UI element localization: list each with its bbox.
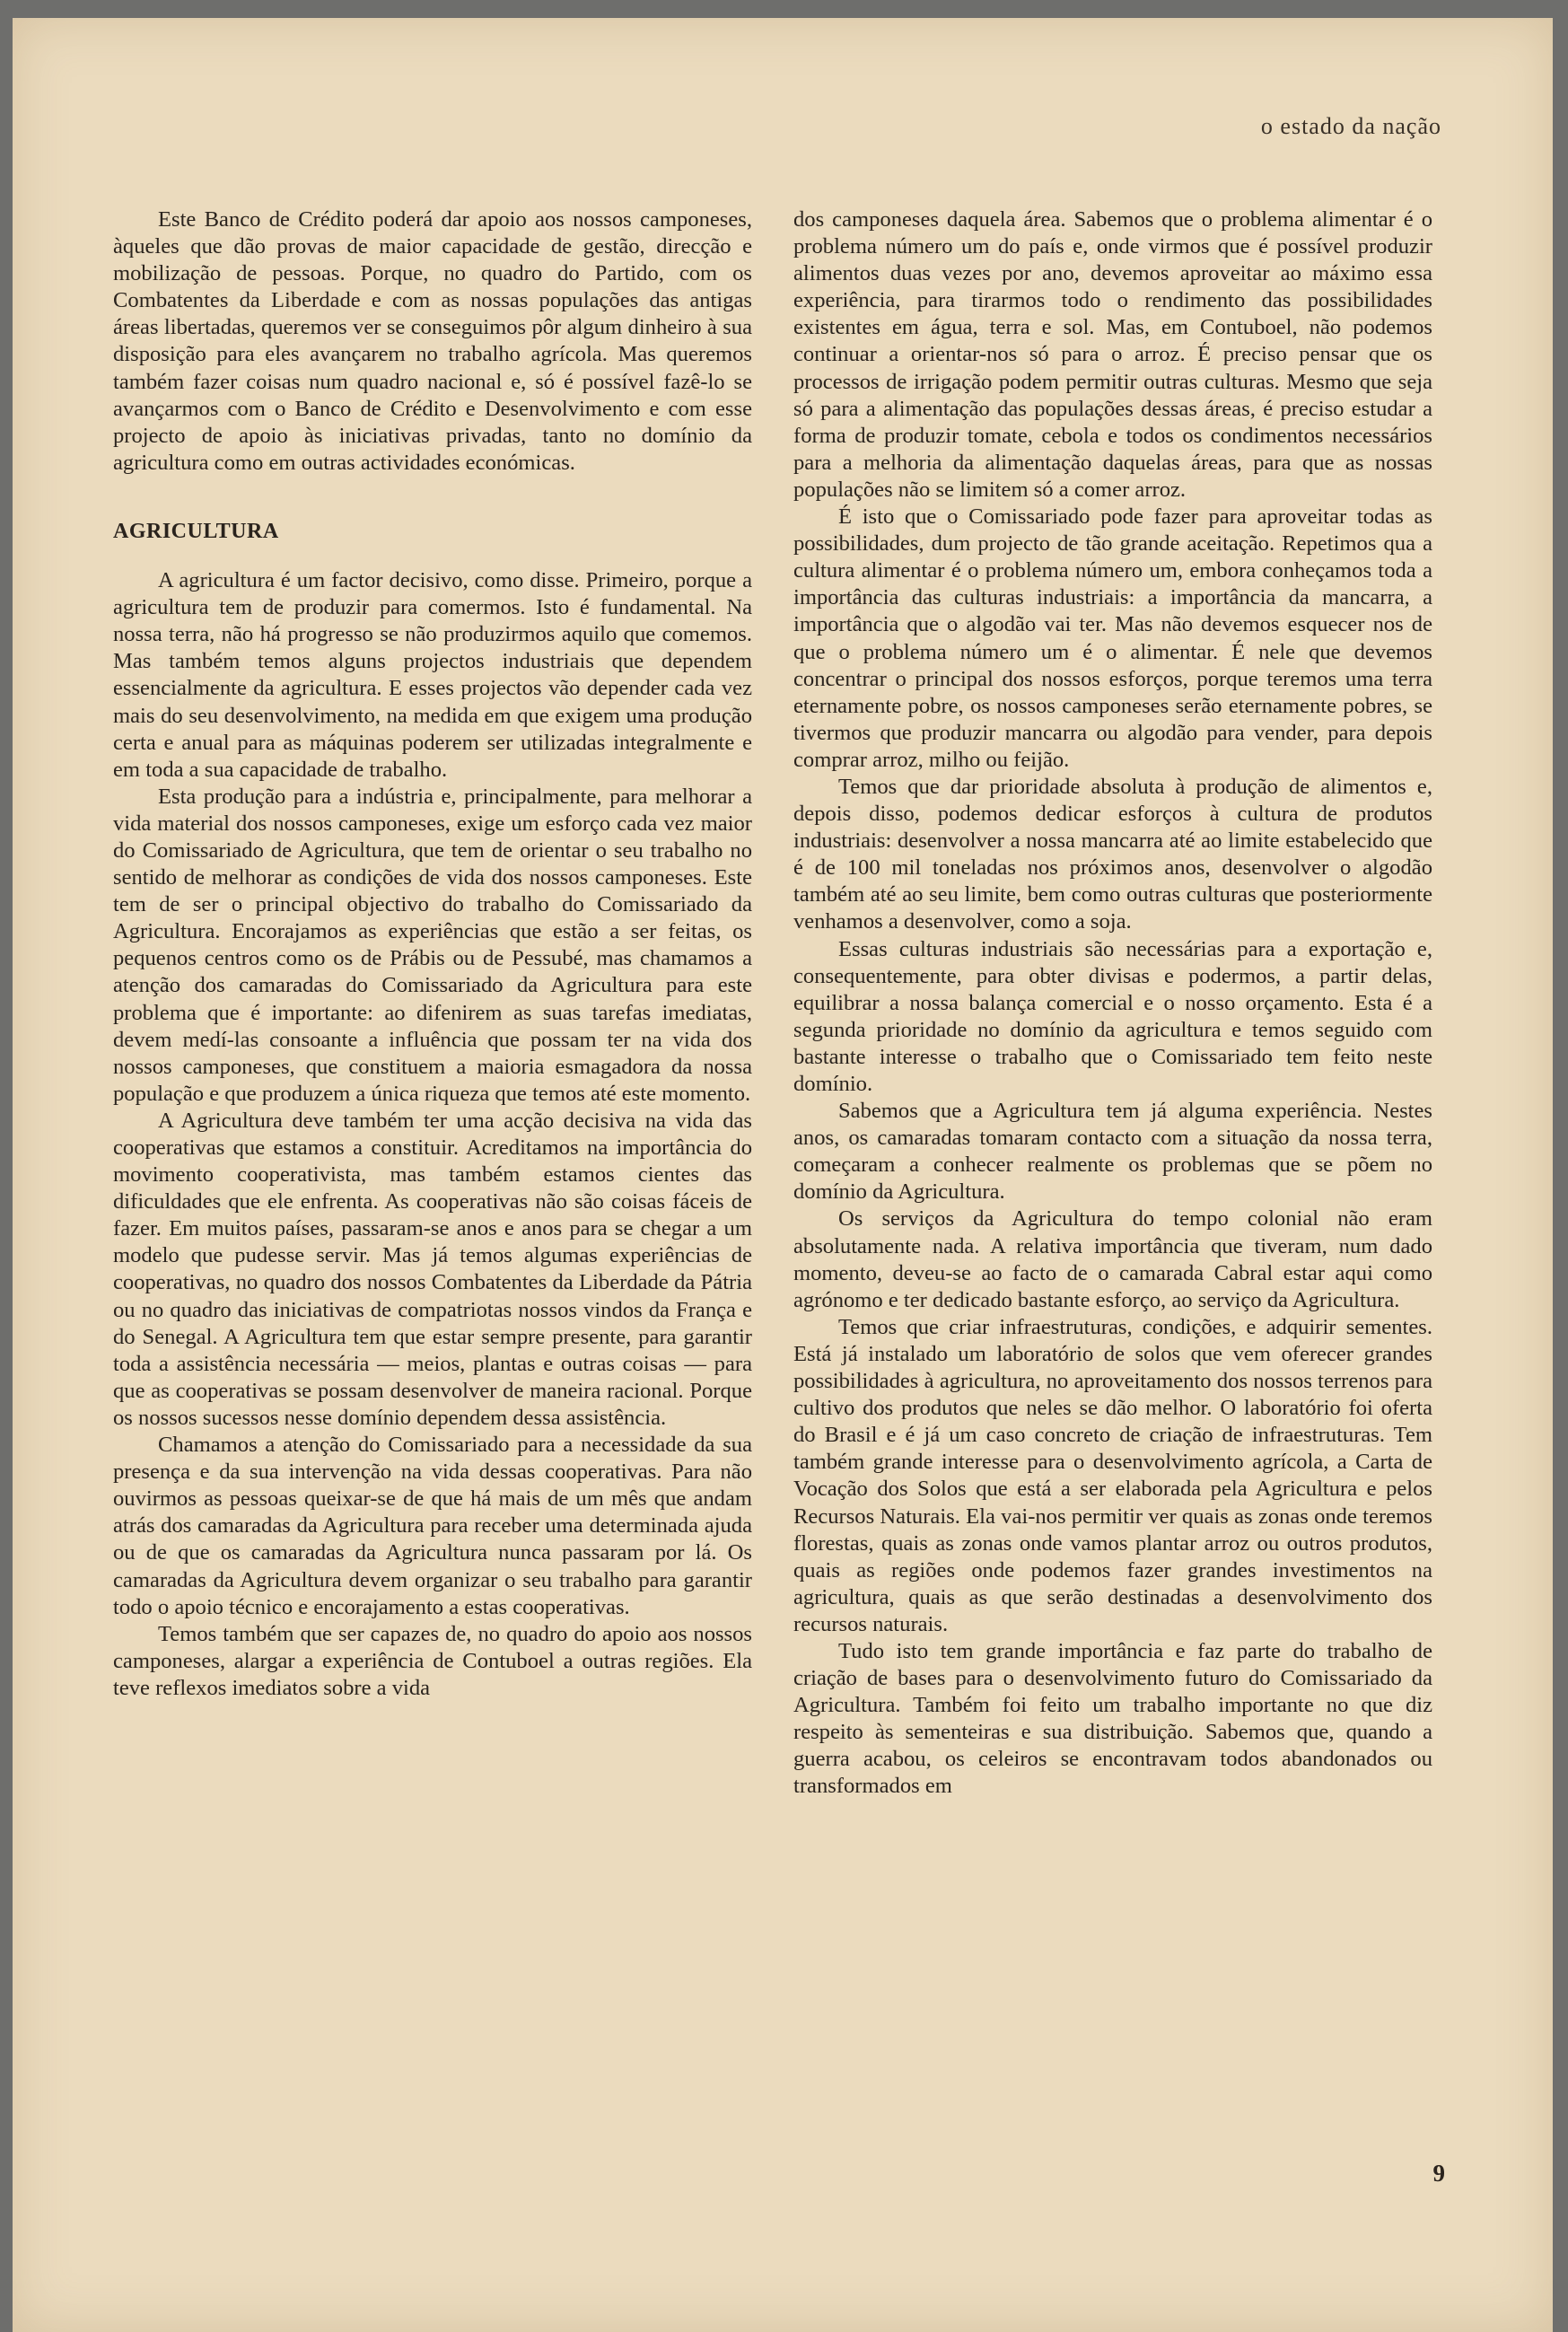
- magazine-page: [13, 18, 1553, 2332]
- paragraph: Temos que dar prioridade absoluta à produção de alimentos e, depois disso, podemos dedicar esforços à cultura de produtos industriais: desenvolver a nossa mancarra até ao limite estabelecido que é de 100 mil toneladas nos próximos anos, desenvolver o algodão também até ao seu limite, bem como outras culturas que posteriormente venhamos a desenvolver, como a soja.: [793, 774, 1432, 934]
- paragraph: Temos também que ser capazes de, no quadro do apoio aos nossos camponeses, alargar a experiência de Contuboel a outras regiões. Ela teve reflexos imediatos sobre a vida: [113, 1621, 752, 1700]
- paragraph: Esta produção para a indústria e, principalmente, para melhorar a vida material dos nossos camponeses, exige um esforço cada vez maior do Comissariado de Agricultura, que tem de orientar o seu trabalho no sentido de melhorar as condições de vida dos nossos camponeses. Este tem de ser o principal objectivo do trabalho do Comissariado da Agricultura. Encorajamos as experiências que estão a ser feitas, os pequenos centros como os de Prábis ou de Pessubé, mas chamamos a atenção dos camaradas do Comissariado da Agricultura para este problema que é importante: ao difenirem as suas tarefas imediatas, devem medí-las consoante a influência que possam ter na vida dos nossos camponeses, que constituem a maioria esmagadora da nossa população e que produzem a única riqueza que temos até este momento.: [113, 784, 752, 1106]
- paragraph: Temos que criar infraestruturas, condições, e adquirir sementes. Está já instalado um laboratório de solos que vem oferecer grandes possibilidades à agricultura, no aproveitamento dos nossos terrenos para cultivo dos produtos que neles se dão melhor. O laboratório foi oferta do Brasil e é já um caso concreto de criação de infraestruturas. Tem também grande interesse para o desenvolvimento agrícola, a Carta de Vocação dos Solos que está a ser elaborada pela Agricultura e pelos Recursos Naturais. Ela vai-nos permitir ver quais as zonas onde teremos florestas, quais as zonas onde vamos plantar arroz ou outros produtos, quais as regiões onde podemos fazer grandes investimentos na agricultura, quais as que serão destinadas a desenvolvimento dos recursos naturais.: [793, 1314, 1432, 1636]
- paragraph: Os serviços da Agricultura do tempo colonial não eram absolutamente nada. A relativa importância que tiveram, num dado momento, deveu-se ao facto de o camarada Cabral estar aqui como agrónomo e ter dedicado bastante esforço, ao serviço da Agricultura.: [793, 1206, 1432, 1312]
- paragraph: A agricultura é um factor decisivo, como disse. Primeiro, porque a agricultura tem de produzir para comermos. Isto é fundamental. Na nossa terra, não há progresso se não produzirmos aquilo que comemos. Mas também temos alguns projectos industriais que dependem essencialmente da agricultura. E esses projectos vão depender cada vez mais do seu desenvolvimento, na medida em que exigem uma produção certa e anual para as máquinas poderem ser utilizadas integralmente e em toda a sua capacidade de trabalho.: [113, 568, 752, 782]
- section-heading-agricultura: AGRICULTURA: [113, 519, 279, 543]
- right-column: [793, 206, 1432, 1801]
- running-header: o estado da nação: [1260, 113, 1441, 139]
- page-number: 9: [1432, 2160, 1445, 2187]
- paragraph: Chamamos a atenção do Comissariado para a necessidade da sua presença e da sua intervenção na vida dessas cooperativas. Para não ouvirmos as pessoas queixar-se de que há mais de um mês que andam atrás dos camaradas da Agricultura para receber uma determinada ajuda ou de que os camaradas da Agricultura nunca passaram por lá. Os camaradas da Agricultura devem organizar o seu trabalho para garantir todo o apoio técnico e encorajamento a estas cooperativas.: [113, 1433, 752, 1619]
- paragraph: Sabemos que a Agricultura tem já alguma experiência. Nestes anos, os camaradas tomaram contacto com a situação da nossa terra, começaram a conhecer realmente os problemas que se põem no domínio da Agricultura.: [793, 1099, 1432, 1205]
- paragraph: A Agricultura deve também ter uma acção decisiva na vida das cooperativas que estamos a constituir. Acreditamos na importância do movimento cooperativista, mas também estamos cientes das dificuldades que ele enfrenta. As cooperativas não são coisas fáceis de fazer. Em muitos países, passaram-se anos e anos para se chegar a um modelo que pudesse servir. Mas já temos algumas experiências de cooperativas, no quadro dos nossos Combatentes da Liberdade da Pátria ou no quadro das iniciativas de compatriotas nossos vindos da França e do Senegal. A Agricultura tem que estar sempre presente, para garantir toda a assistência necessária — meios, plantas e outras coisas — para que as cooperativas se possam desenvolver de maneira racional. Porque os nossos sucessos nesse domínio dependem dessa assistência.: [113, 1108, 752, 1430]
- paragraph-continued: dos camponeses daquela área. Sabemos que o problema alimentar é o problema número um do país e, onde virmos que é possível produzir alimentos duas vezes por ano, devemos aproveitar ao máximo essa experiência, para tirarmos todo o rendimento das possibilidades existentes em água, terra e sol. Mas, em Contuboel, não podemos continuar a orientar-nos só para o arroz. É preciso pensar que os processos de irrigação podem permitir outras culturas. Mesmo que seja só para a alimentação das populações dessas áreas, é preciso estudar a forma de produzir tomate, cebola e todos os condimentos necessários para a melhoria da alimentação daquelas áreas, para que as nossas populações não se limitem só a comer arroz.: [793, 207, 1432, 502]
- paragraph: Este Banco de Crédito poderá dar apoio aos nossos camponeses, àqueles que dão provas de maior capacidade de gestão, direcção e mobilização de pessoas. Porque, no quadro do Partido, com os Combatentes da Liberdade e com as nossas populações das antigas áreas libertadas, queremos ver se conseguimos pôr algum dinheiro à sua disposição para eles avançarem no trabalho agrícola. Mas queremos também fazer coisas num quadro nacional e, só é possível fazê-lo se avançarmos com o Banco de Crédito e Desenvolvimento e com esse projecto de apoio às iniciativas privadas, tanto no domínio da agricultura como em outras actividades económicas.: [113, 207, 752, 475]
- left-column: [113, 206, 752, 1702]
- paragraph: É isto que o Comissariado pode fazer para aproveitar todas as possibilidades, dum projecto de tão grande aceitação. Repetimos qua a cultura alimentar é o problema número um, embora conheçamos toda a importância das culturas industriais: a importância da mancarra, a importância que o algodão vai ter. Mas não devemos esquecer nos de que o problema número um é o alimentar. É nele que devemos concentrar o principal dos nossos esforços, porque teremos uma terra eternamente pobre, os nossos camponeses serão eternamente pobres, se tivermos que produzir mancarra ou algodão para vender, para depois comprar arroz, milho ou feijão.: [793, 504, 1432, 772]
- paragraph: Essas culturas industriais são necessárias para a exportação e, consequentemente, para obter divisas e podermos, a partir delas, equilibrar a nossa balança comercial e o nosso orçamento. Esta é a segunda prioridade no domínio da agricultura e temos seguido com bastante interesse o trabalho que o Comissariado tem feito neste domínio.: [793, 936, 1432, 1096]
- paragraph: Tudo isto tem grande importância e faz parte do trabalho de criação de bases para o desenvolvimento futuro do Comissariado da Agricultura. Também foi feito um trabalho importante no que diz respeito às sementeiras e sua distribuição. Sabemos que, quando a guerra acabou, os celeiros se encontravam todos abandonados ou transformados em: [793, 1638, 1432, 1799]
